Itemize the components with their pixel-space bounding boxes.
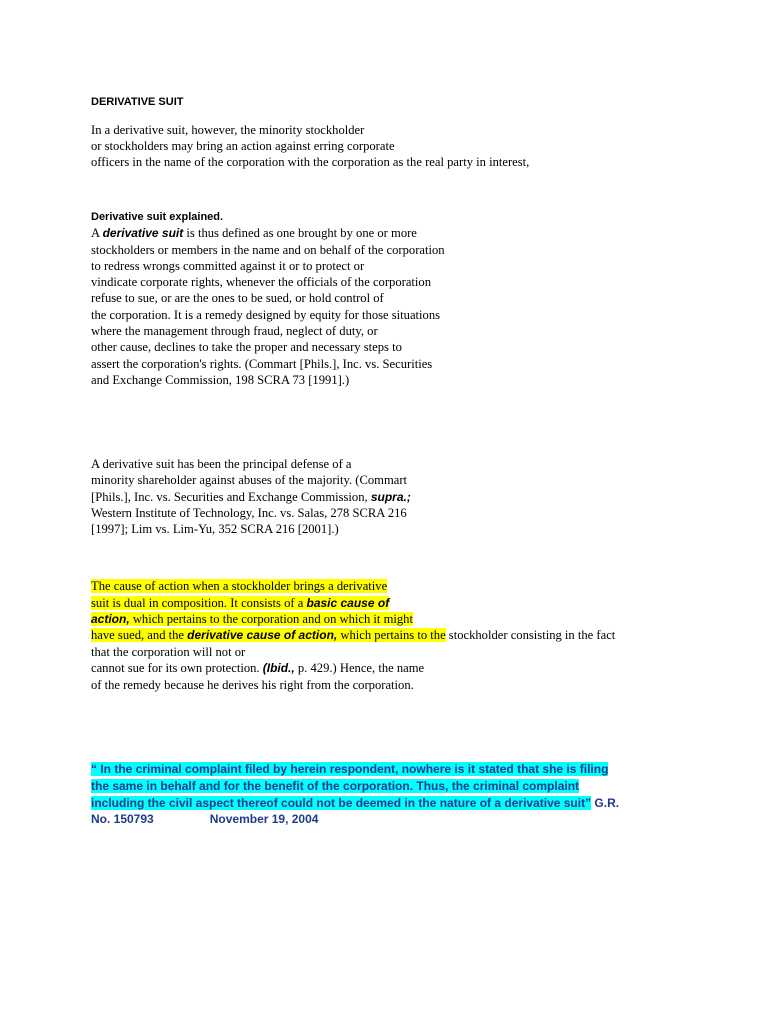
cause-line-5: that the corporation will not or (91, 645, 246, 659)
explained-line-5: refuse to sue, or are the ones to be sued, or hold control of (91, 291, 384, 305)
explained-heading: Derivative suit explained. (91, 211, 224, 223)
principal-line-3-start: [Phils.], Inc. vs. Securities and Exchange Commission, (91, 490, 371, 504)
cause-line-1-text: The cause of action when a stockholder brings a derivative (91, 579, 388, 593)
cause-line-6 (91, 660, 424, 676)
explained-line-9: assert the corporation's rights. (Commart [Phils.], Inc. vs. Securities (91, 357, 433, 371)
cause-line-1 (91, 578, 387, 594)
cause-line-2 (91, 595, 389, 611)
quote-line-2 (91, 778, 579, 794)
explained-line-1-end: is thus defined as one brought by one or more (183, 226, 417, 240)
intro-line-2: or stockholders may bring an action against erring corporate (91, 139, 395, 153)
explained-line-4: vindicate corporate rights, whenever the officials of the corporation (91, 275, 432, 289)
explained-line-2: stockholders or members in the name and on behalf of the corporation (91, 243, 445, 257)
explained-line-1 (91, 225, 417, 241)
page-title: DERIVATIVE SUIT (91, 96, 184, 108)
quote-line-3 (91, 795, 619, 811)
cause-line-4-end: stockholder consisting in the fact (445, 628, 616, 642)
explained-line-10: and Exchange Commission, 198 SCRA 73 [1991].) (91, 373, 350, 387)
explained-line-1-start: A (91, 226, 103, 240)
cause-line-3-text: which pertains to the corporation and on which it might (129, 612, 413, 626)
cause-line-2-text: suit is dual in composition. It consists of a (91, 596, 307, 610)
basic-cause-term-end: action, (91, 612, 130, 626)
decision-date: November 19, 2004 (209, 812, 319, 826)
principal-line-2: minority shareholder against abuses of the majority. (Commart (91, 473, 408, 487)
explained-line-6: the corporation. It is a remedy designed by equity for those situations (91, 308, 441, 322)
cause-line-3 (91, 611, 413, 627)
quote-line-1 (91, 761, 608, 777)
quote-line-2-text: the same in behalf and for the benefit of the corporation. Thus, the criminal complaint (91, 779, 580, 793)
explained-line-7: where the management through fraud, neglect of duty, or (91, 324, 378, 338)
ibid-citation: (Ibid., (262, 661, 295, 675)
principal-line-4: Western Institute of Technology, Inc. vs. Salas, 278 SCRA 216 (91, 506, 407, 520)
cause-line-6-start: cannot sue for its own protection. (91, 661, 263, 675)
gr-label: G.R. (591, 796, 620, 810)
quote-line-1-text: “ In the criminal complaint filed by herein respondent, nowhere is it stated that she is filing (91, 762, 609, 776)
basic-cause-term: basic cause of (306, 596, 390, 610)
quote-line-3-text: including the civil aspect thereof could not be deemed in the nature of a derivative suit” (91, 796, 592, 810)
principal-line-5: [1997]; Lim vs. Lim-Yu, 352 SCRA 216 [2001].) (91, 522, 339, 536)
principal-line-3 (91, 489, 411, 505)
principal-line-1: A derivative suit has been the principal defense of a (91, 457, 352, 471)
cause-line-6-end: p. 429.) Hence, the name (294, 661, 425, 675)
cause-line-4-start: have sued, and the (91, 628, 188, 642)
cause-line-4-mid: which pertains to the (337, 628, 446, 642)
cause-line-7: of the remedy because he derives his right from the corporation. (91, 678, 414, 692)
cause-line-4 (91, 627, 615, 643)
supra-citation: supra.; (370, 490, 411, 504)
intro-line-3: officers in the name of the corporation with the corporation as the real party in interest, (91, 155, 530, 169)
defined-term: derivative suit (102, 226, 184, 240)
intro-line-1: In a derivative suit, however, the minority stockholder (91, 123, 365, 137)
explained-line-3: to redress wrongs committed against it or to protect or (91, 259, 365, 273)
derivative-cause-term: derivative cause of action, (187, 628, 338, 642)
explained-line-8: other cause, declines to take the proper and necessary steps to (91, 340, 402, 354)
quote-line-4 (91, 811, 318, 827)
gr-number: No. 150793 (91, 812, 154, 826)
